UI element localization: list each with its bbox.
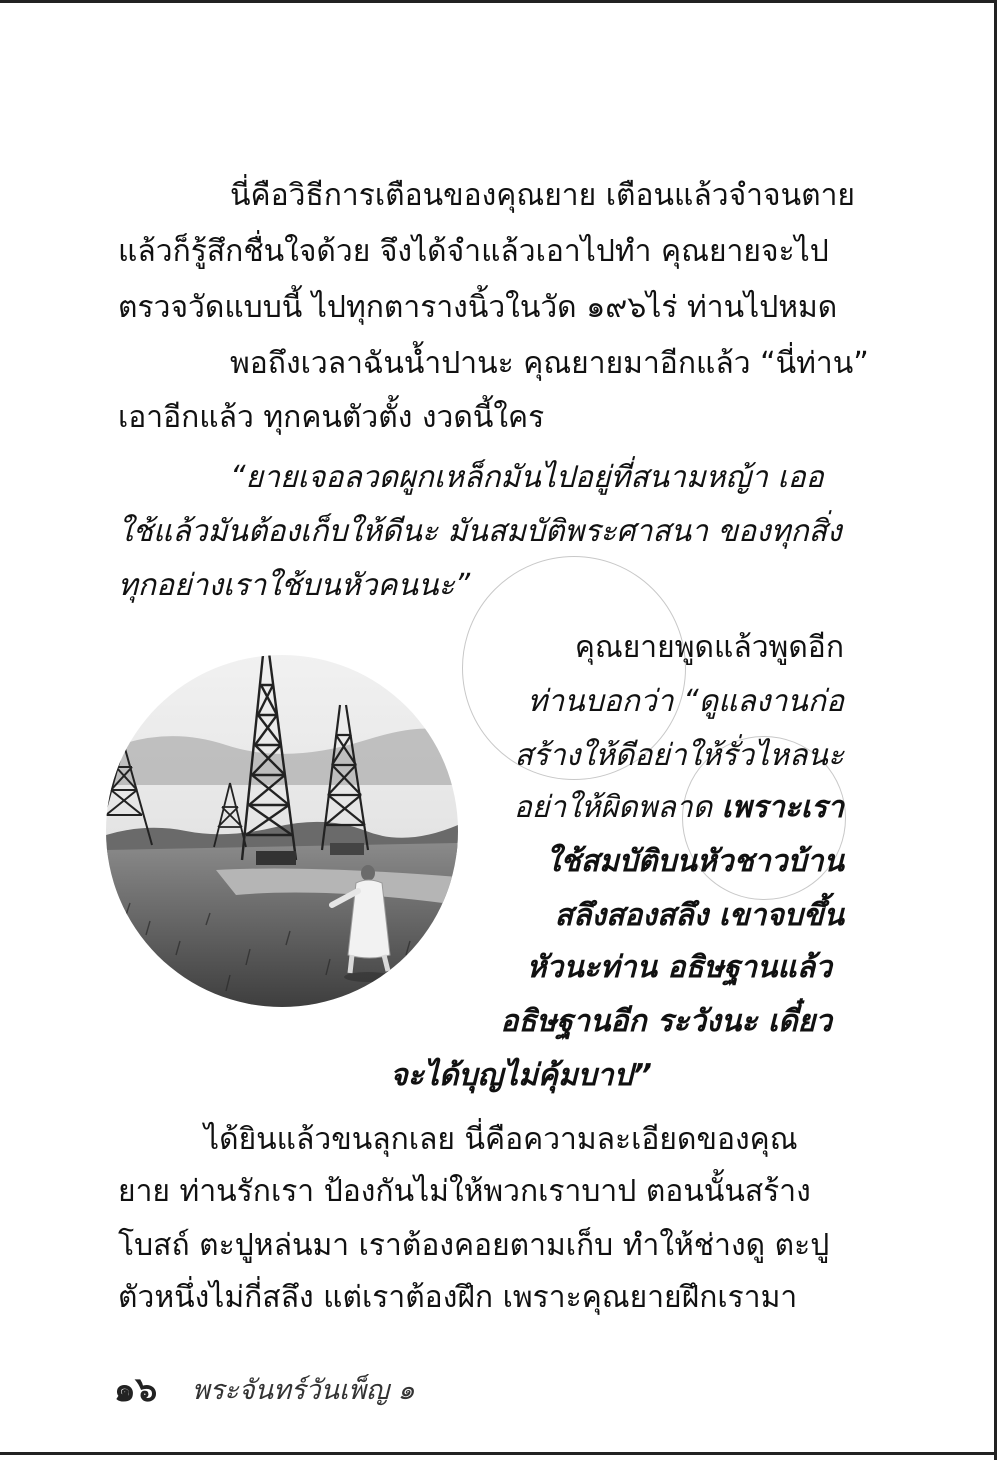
body-line: ยาย ท่านรักเรา ป้องกันไม่ให้พวกเราบาป ตอนนั้นสร้าง: [118, 1174, 811, 1209]
quote-line: “ยายเจอลวดผูกเหล็กมันไปอยู่ที่สนามหญ้า เออ: [230, 460, 824, 495]
wrap-line: ใช้สมบัติบนหัวชาวบ้าน: [545, 844, 844, 879]
body-line: โบสถ์ ตะปูหล่นมา เราต้องคอยตามเก็บ ทำให้ช่างดู ตะปู: [118, 1228, 830, 1263]
wrap-line: คุณยายพูดแล้วพูดอีก: [574, 630, 844, 665]
page-number: ๑๖: [114, 1370, 158, 1410]
wrap-line-mixed: [470, 788, 844, 828]
body-line: พอถึงเวลาฉันน้ำปานะ คุณยายมาอีกแล้ว “นี่ท่าน”: [230, 346, 869, 381]
wrap-fragment-italic: อย่าให้ผิดพลาด: [513, 790, 713, 825]
wrap-line: จะได้บุญไม่คุ้มบาป”: [390, 1058, 652, 1093]
book-title: พระจันทร์วันเพ็ญ ๑: [192, 1375, 415, 1406]
body-line: ตัวหนึ่งไม่กี่สลึง แต่เราต้องฝึก เพราะคุณยายฝึกเรามา: [118, 1280, 798, 1315]
body-line: เอาอีกแล้ว ทุกคนตัวตั้ง งวดนี้ใคร: [118, 400, 545, 435]
wrap-fragment-bold: เพราะเรา: [721, 790, 844, 825]
body-line: ตรวจวัดแบบนี้ ไปทุกตารางนิ้วในวัด ๑๙๖ไร่ ท่านไปหมด: [118, 290, 838, 325]
wrap-line: สลึงสองสลึง เขาจบขึ้น: [554, 898, 844, 933]
wrap-line: สร้างให้ดีอย่าให้รั่วไหลนะ: [514, 738, 844, 773]
body-line: ได้ยินแล้วขนลุกเลย นี่คือความละเอียดของคุณ: [204, 1122, 798, 1157]
drilling-rigs-photo-icon: [106, 655, 458, 1007]
quote-line: ใช้แล้วมันต้องเก็บให้ดีนะ มันสมบัติพระศาสนา ของทุกสิ่ง: [118, 514, 842, 549]
circular-photo: [106, 655, 458, 1007]
page-border-top: [0, 0, 994, 3]
wrap-line: หัวนะท่าน อธิษฐานแล้ว: [526, 950, 832, 985]
page-border-bottom: [0, 1452, 994, 1455]
body-line: นี่คือวิธีการเตือนของคุณยาย เตือนแล้วจำจนตาย: [230, 178, 855, 213]
wrap-line: อธิษฐานอีก ระวังนะ เดี๋ยว: [500, 1004, 832, 1039]
quote-line: ทุกอย่างเราใช้บนหัวคนนะ”: [118, 568, 471, 603]
wrap-line: ท่านบอกว่า “ดูแลงานก่อ: [527, 684, 844, 719]
page-border-right: [994, 0, 997, 1460]
body-line: แล้วก็รู้สึกชื่นใจด้วย จึงได้จำแล้วเอาไปทำ คุณยายจะไป: [118, 234, 829, 269]
